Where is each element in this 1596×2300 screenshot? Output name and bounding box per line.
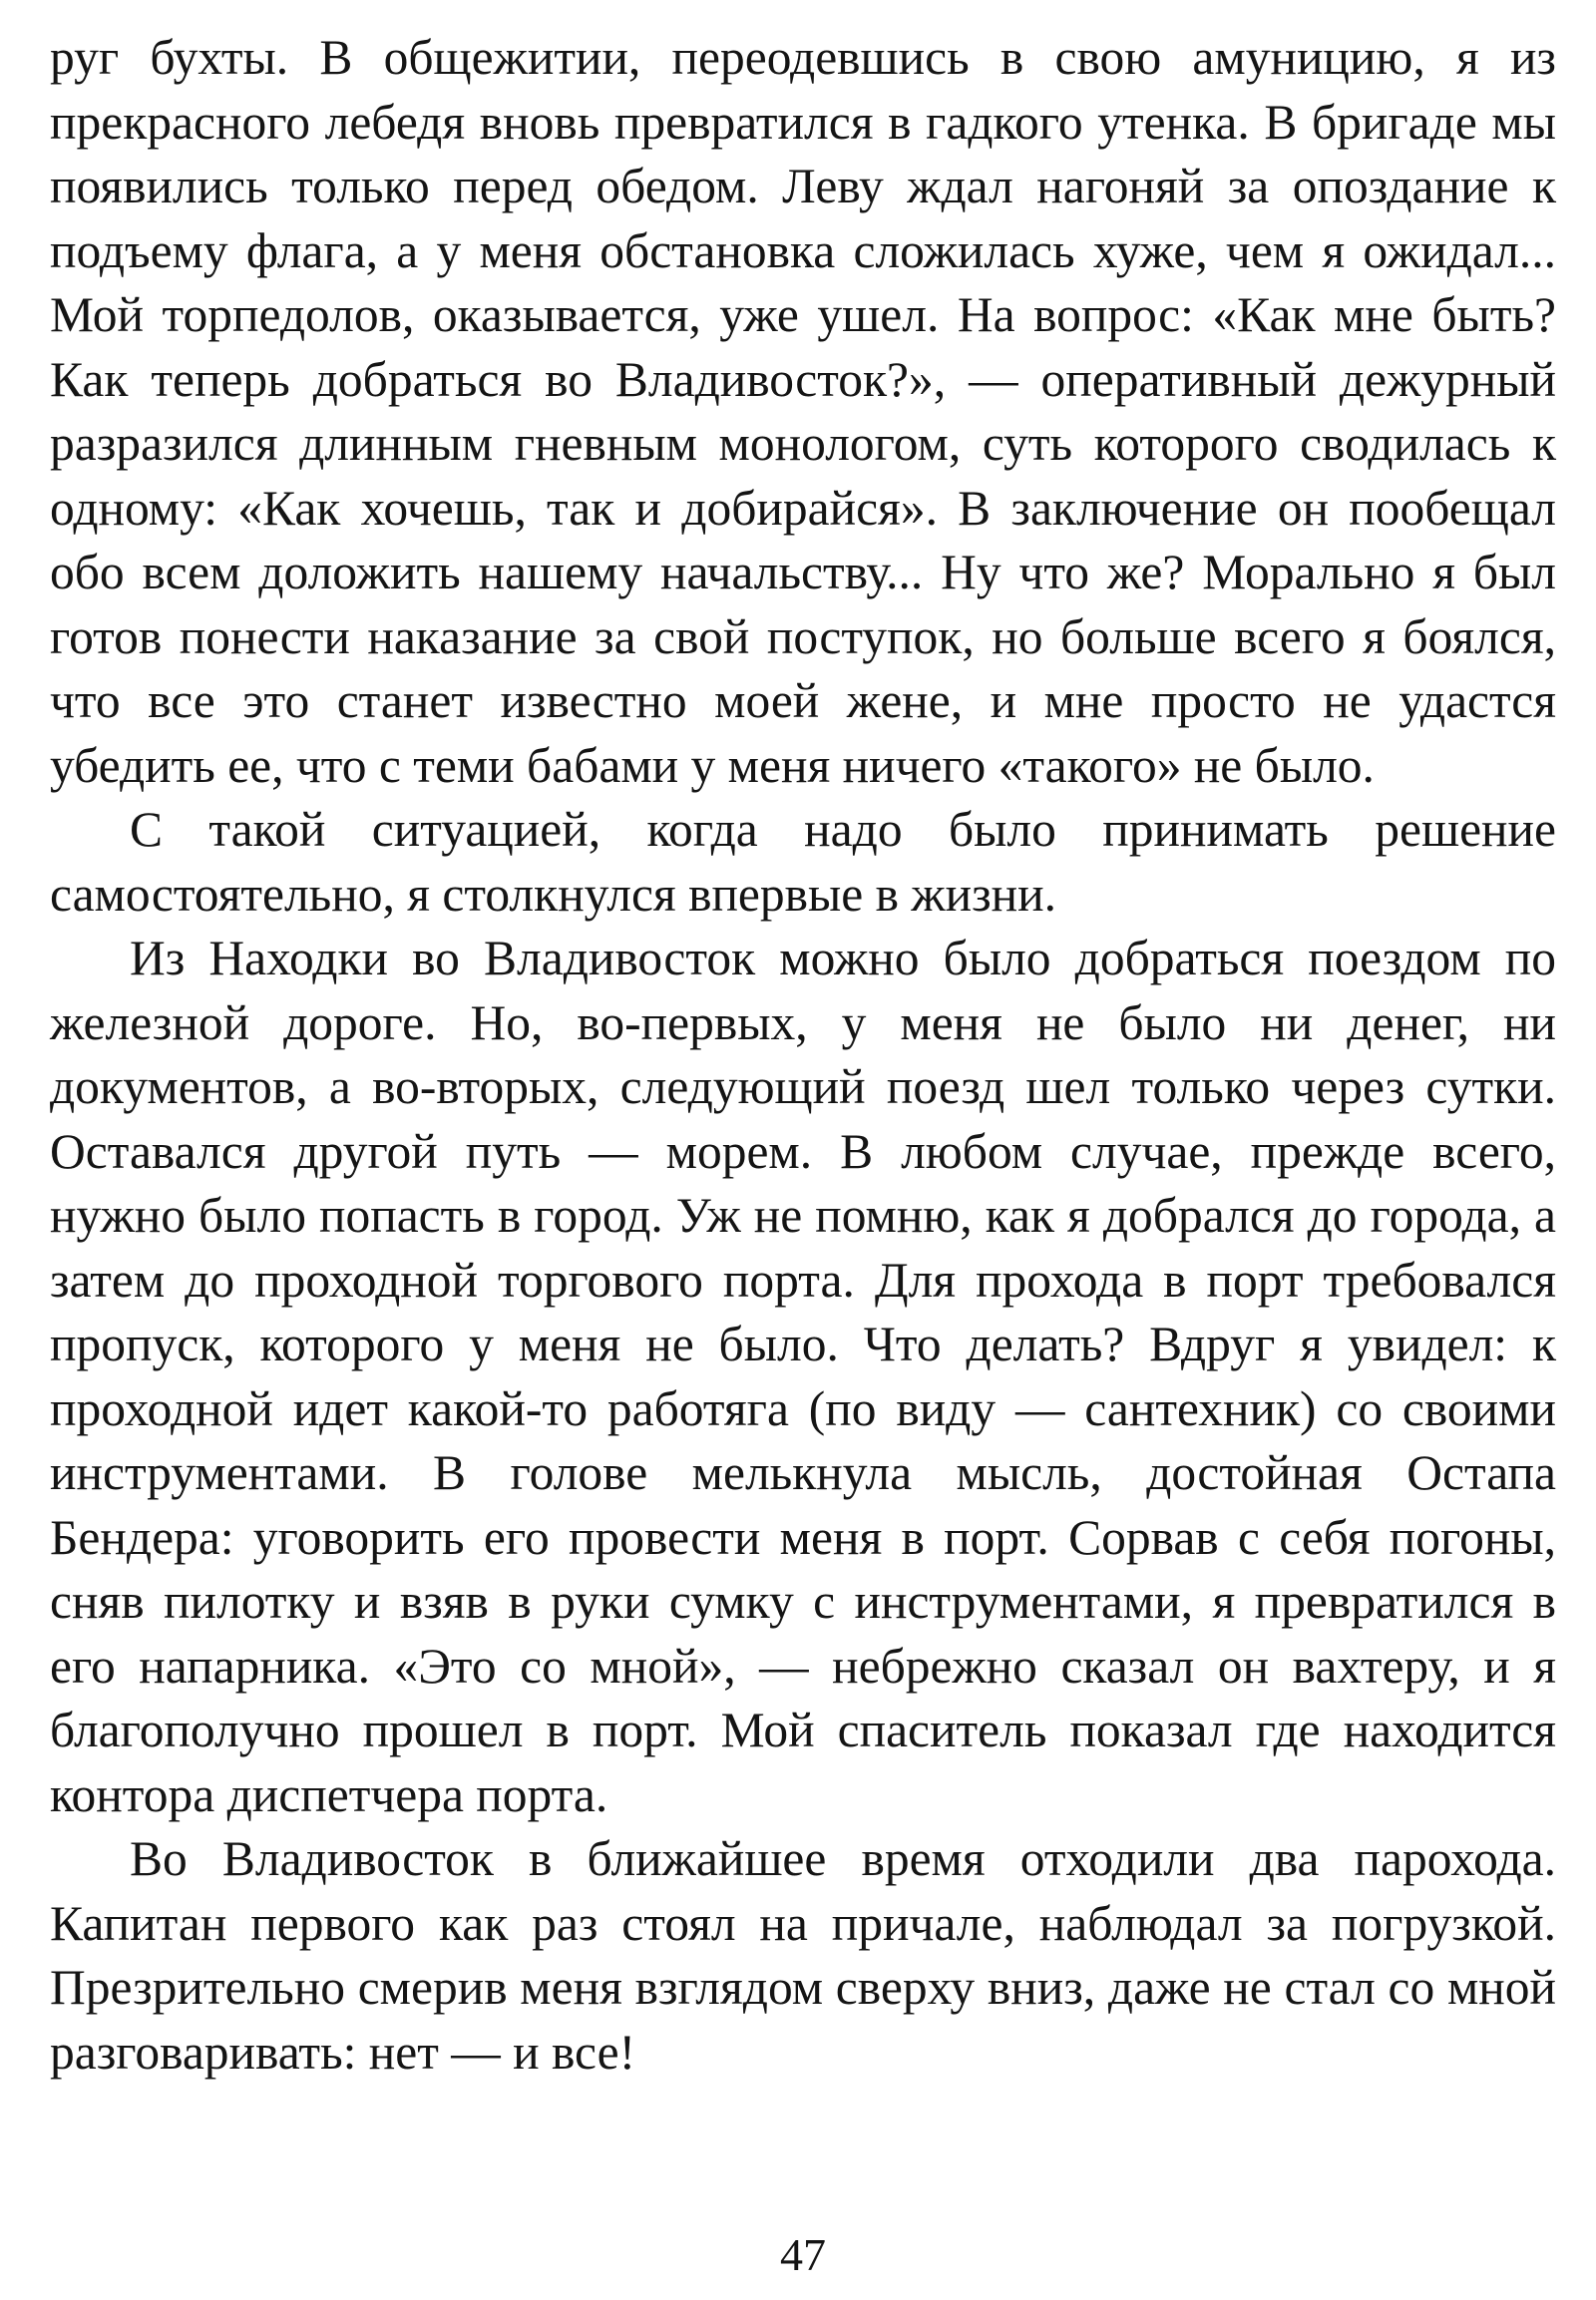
paragraph: Из Находки во Владивосток можно было добраться поездом по железной дороге. Но, во-первых, у меня не было ни денег, ни документов, а во-вторых, следующий поезд шел только через сутки. Оставался другой путь — морем. В любом случае, прежде всего, нужно было попасть в город. Уж не помню, как я добрался до города, а затем до проходной торгового порта. Для прохода в порт требовался пропуск, которого у меня не было. Что делать? Вдруг я увидел: к проходной идет какой-то работяга (по виду — сантехник) со своими инструментами. В голове мелькнула мысль, достойная Остапа Бендера: уговорить его провести меня в порт. Сорвав с себя погоны, сняв пилотку и взяв в руки сумку с инструментами, я превратился в его напарника. «Это со мной», — небрежно сказал он вахтеру, и я благополучно прошел в порт. Мой спаситель показал где находится контора диспетчера порта. [50, 931, 1556, 1822]
book-page [50, 26, 1556, 2280]
paragraph: Во Владивосток в ближайшее время отходили два парохода. Капитан первого как раз стоял на причале, наблюдал за погрузкой. Презрительно смерив меня взглядом сверху вниз, даже не стал со мной разговаривать: нет — и все! [50, 1831, 1556, 2080]
page-number: 47 [780, 2229, 826, 2280]
page-body [50, 26, 1556, 2085]
paragraph-continued: руг бухты. В общежитии, переодевшись в свою амуницию, я из прекрасного лебедя вновь превратился в гадкого утенка. В бригаде мы появились только перед обедом. Леву ждал нагоняй за опоздание к подъему флага, а у меня обстановка сложилась хуже, чем я ожидал... Мой торпедолов, оказывается, уже ушел. На вопрос: «Как мне быть? Как теперь добраться во Владивосток?», — оперативный дежурный разразился длинным гневным монологом, суть которого сводилась к одному: «Как хочешь, так и добирайся». В заключение он пообещал обо всем доложить нашему начальству... Ну что же? Морально я был готов понести наказание за свой поступок, но больше всего я боялся, что все это станет известно моей жене, и мне просто не удастся убедить ее, что с теми бабами у меня ничего «такого» не было. [50, 30, 1556, 793]
paragraph: С такой ситуацией, когда надо было принимать решение самостоятельно, я столкнулся впервые в жизни. [50, 802, 1556, 922]
